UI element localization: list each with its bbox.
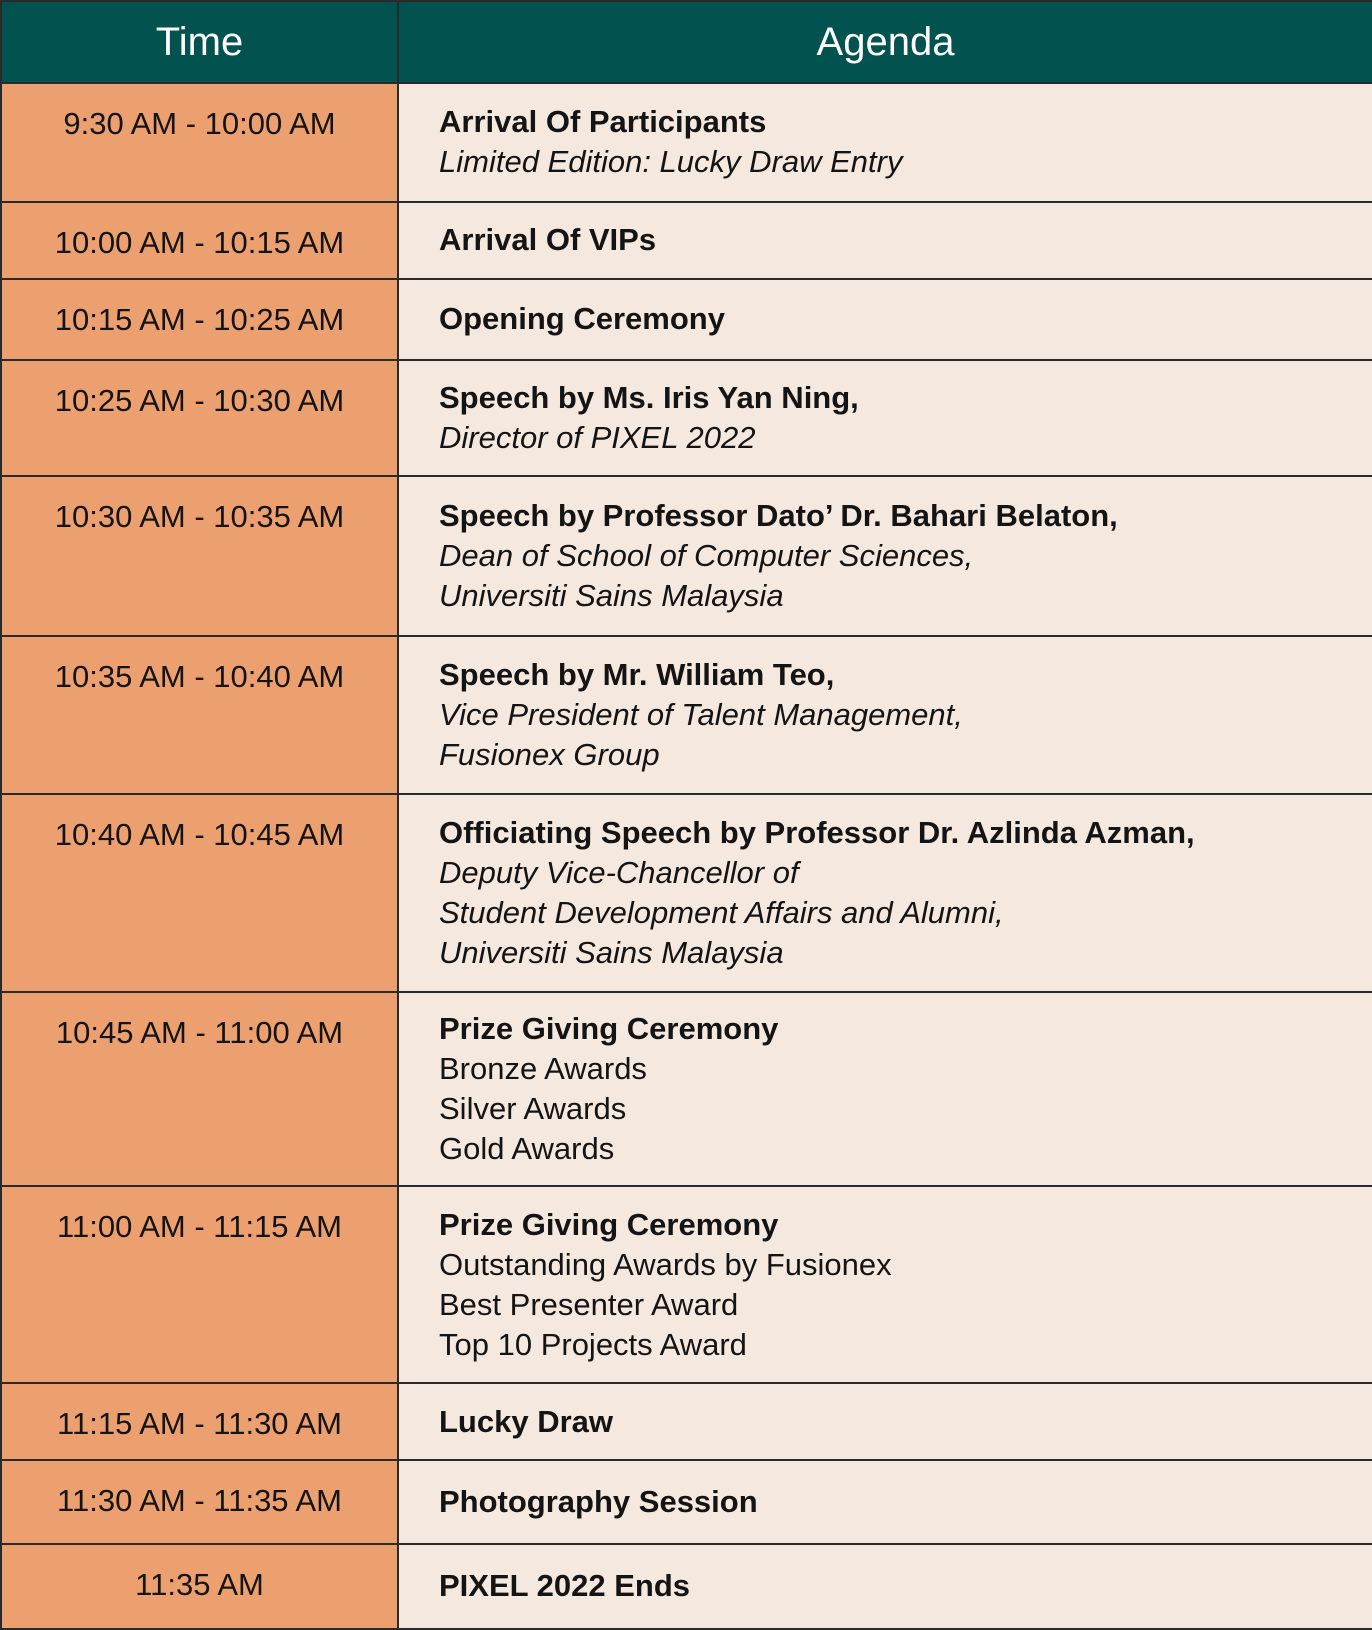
time-cell: 10:25 AM - 10:30 AM	[1, 360, 398, 477]
agenda-cell	[398, 1460, 1372, 1543]
agenda-column-header: Agenda	[398, 1, 1372, 83]
time-cell: 10:35 AM - 10:40 AM	[1, 636, 398, 793]
agenda-item-title: Arrival Of Participants	[439, 104, 767, 140]
agenda-cell	[398, 1383, 1372, 1460]
agenda-cell	[398, 1544, 1372, 1629]
table-row	[1, 1383, 1372, 1460]
table-row	[1, 636, 1372, 793]
time-column-header: Time	[1, 1, 398, 83]
agenda-item-title: Speech by Mr. William Teo,	[439, 656, 835, 692]
agenda-item-detail: Director of PIXEL 2022	[439, 419, 756, 455]
agenda-item-detail: Silver Awards	[439, 1090, 627, 1126]
table-row	[1, 992, 1372, 1186]
table-row	[1, 202, 1372, 279]
agenda-item-detail: Student Development Affairs and Alumni,	[439, 894, 1004, 930]
table-row	[1, 1460, 1372, 1543]
time-cell: 11:30 AM - 11:35 AM	[1, 1460, 398, 1543]
table-row	[1, 279, 1372, 360]
agenda-item-title: PIXEL 2022 Ends	[439, 1568, 690, 1604]
time-cell: 10:45 AM - 11:00 AM	[1, 992, 398, 1186]
agenda-item-detail: Outstanding Awards by Fusionex	[439, 1246, 892, 1282]
agenda-cell	[398, 992, 1372, 1186]
agenda-item-title: Opening Ceremony	[439, 301, 725, 337]
agenda-item-title: Speech by Ms. Iris Yan Ning,	[439, 379, 859, 415]
table-row	[1, 1186, 1372, 1384]
time-cell: 10:15 AM - 10:25 AM	[1, 279, 398, 360]
agenda-item-detail: Fusionex Group	[439, 736, 660, 772]
agenda-cell	[398, 202, 1372, 279]
time-cell: 11:00 AM - 11:15 AM	[1, 1186, 398, 1384]
agenda-body	[1, 83, 1372, 1629]
agenda-item-title: Prize Giving Ceremony	[439, 1010, 779, 1046]
agenda-item-detail: Universiti Sains Malaysia	[439, 934, 784, 970]
time-cell: 10:30 AM - 10:35 AM	[1, 476, 398, 636]
agenda-item-detail: Gold Awards	[439, 1130, 615, 1166]
agenda-item-title: Lucky Draw	[439, 1403, 614, 1439]
agenda-cell	[398, 83, 1372, 202]
time-cell: 11:35 AM	[1, 1544, 398, 1629]
table-row	[1, 1544, 1372, 1629]
table-row	[1, 794, 1372, 993]
agenda-item-detail: Limited Edition: Lucky Draw Entry	[439, 144, 903, 180]
table-row	[1, 476, 1372, 636]
time-cell: 9:30 AM - 10:00 AM	[1, 83, 398, 202]
time-cell: 11:15 AM - 11:30 AM	[1, 1383, 398, 1460]
agenda-item-title: Prize Giving Ceremony	[439, 1206, 779, 1242]
agenda-cell	[398, 360, 1372, 477]
agenda-item-title: Arrival Of VIPs	[439, 222, 657, 258]
agenda-item-detail: Top 10 Projects Award	[439, 1326, 747, 1362]
agenda-cell	[398, 279, 1372, 360]
agenda-cell	[398, 1186, 1372, 1384]
agenda-item-detail: Vice President of Talent Management,	[439, 696, 963, 732]
table-row	[1, 83, 1372, 202]
agenda-item-detail: Dean of School of Computer Sciences,	[439, 538, 974, 574]
agenda-item-detail: Best Presenter Award	[439, 1286, 739, 1322]
agenda-item-title: Officiating Speech by Professor Dr. Azlinda Azman,	[439, 814, 1195, 850]
time-cell: 10:40 AM - 10:45 AM	[1, 794, 398, 993]
agenda-item-detail: Bronze Awards	[439, 1050, 647, 1086]
table-header-row	[1, 1, 1372, 83]
agenda-item-title: Photography Session	[439, 1483, 758, 1519]
agenda-cell	[398, 476, 1372, 636]
agenda-cell	[398, 794, 1372, 993]
agenda-cell	[398, 636, 1372, 793]
agenda-item-detail: Universiti Sains Malaysia	[439, 578, 784, 614]
agenda-item-title: Speech by Professor Dato’ Dr. Bahari Belaton,	[439, 498, 1118, 534]
time-cell: 10:00 AM - 10:15 AM	[1, 202, 398, 279]
table-row	[1, 360, 1372, 477]
agenda-item-detail: Deputy Vice-Chancellor of	[439, 854, 799, 890]
